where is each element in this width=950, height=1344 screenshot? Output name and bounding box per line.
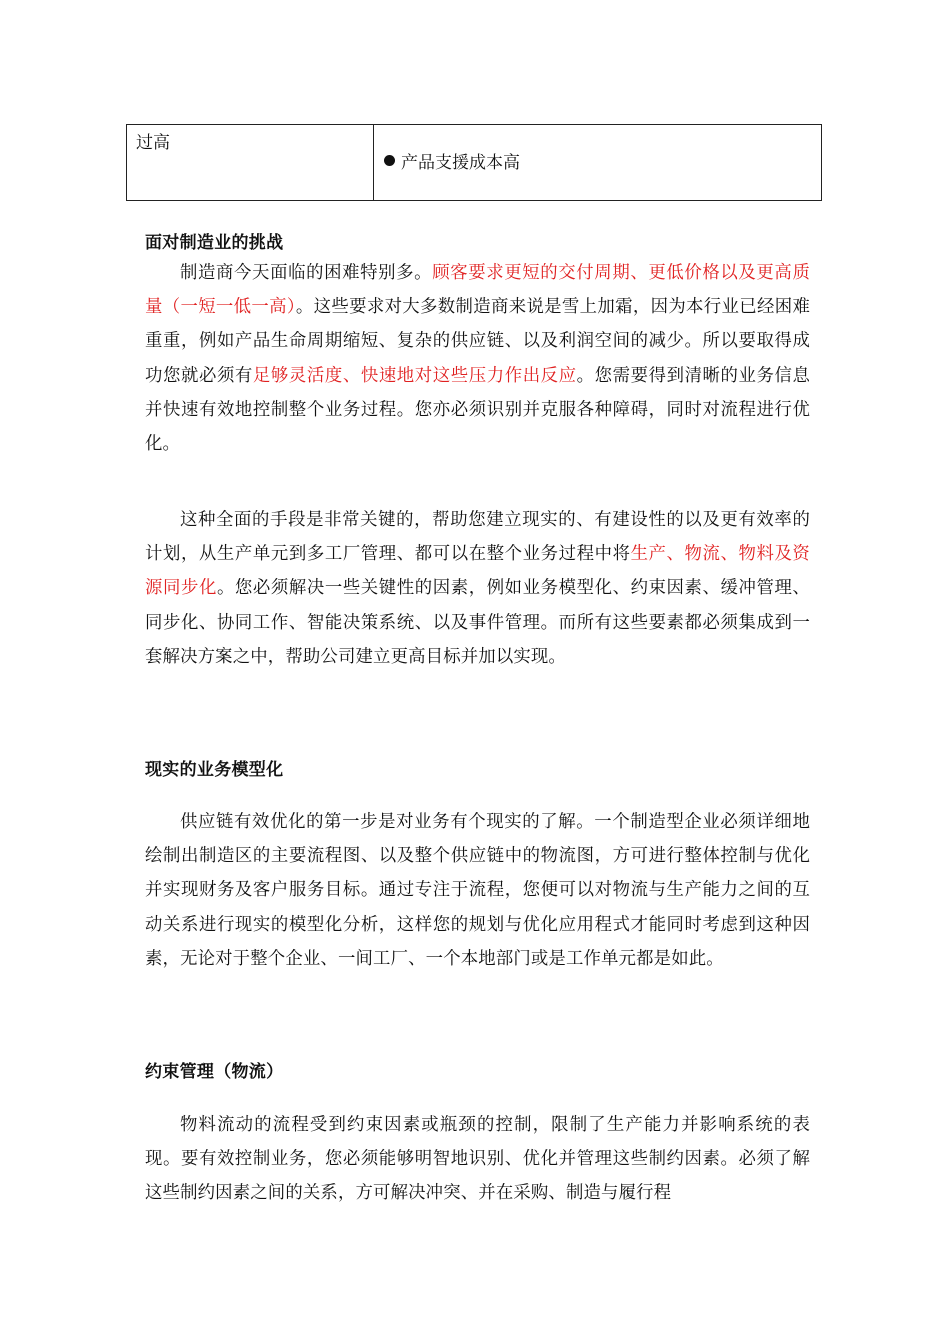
text-run: 。您必须解决一些关键性的因素，例如业务模型化、约束因素、缓冲管理、同步化、协同工作、智能决策系统、以及事件管理。而所有这些要素都必须集成到一套解决方案之中，帮助公司建立更高目标并加以实现。 — [145, 578, 810, 667]
bullet-text: 产品支援成本高 — [401, 153, 520, 173]
paragraph-challenges-1 — [145, 256, 810, 461]
continuation-table — [126, 124, 822, 201]
highlight-text: 顾客要求更短的交付周期、更低价格以及更高质量（一短一低一高） — [145, 263, 810, 318]
text-run: 。这些要求对大多数制造商来说是雪上加霜，因为本行业已经困难重重，例如产品生命周期缩短、复杂的供应链、以及利润空间的减少。所以要取得成功您就必须有 — [145, 297, 810, 386]
section-heading-modeling: 现实的业务模型化 — [145, 760, 284, 780]
highlight-text: 足够灵活度、快速地对这些压力作出反应 — [252, 365, 577, 386]
text-run: 这种全面的手段是非常关键的，帮助您建立现实的、有建设性的以及更有效率的计划，从生产单元到多工厂管理、都可以在整个业务过程中将 — [145, 510, 810, 565]
paragraph-constraints: 物料流动的流程受到约束因素或瓶颈的控制，限制了生产能力并影响系统的表现。要有效控制业务，您必须能够明智地识别、优化并管理这些制约因素。必须了解这些制约因素之间的关系，方可解决冲突、并在采购、制造与履行程 — [145, 1115, 810, 1204]
table-right-cell — [374, 125, 821, 200]
text-run: 。您需要得到清晰的业务信息并快速有效地控制整个业务过程。您亦必须识别并克服各种障碍，同时对流程进行优化。 — [145, 365, 811, 455]
table-left-cell — [127, 125, 374, 200]
bullet-dot-icon — [384, 155, 395, 166]
section-heading-challenges: 面对制造业的挑战 — [145, 233, 284, 253]
paragraph-modeling: 供应链有效优化的第一步是对业务有个现实的了解。一个制造型企业必须详细地绘制出制造区的主要流程图、以及整个供应链中的物流图，方可进行整体控制与优化并实现财务及客户服务目标。通过专注于流程，您便可以对物流与生产能力之间的互动关系进行现实的模型化分析，这样您的规划与优化应用程式才能同时考虑到这种因素，无论对于整个企业、一间工厂、一个本地部门或是工作单元都是如此。 — [145, 812, 810, 969]
paragraph-challenges-2 — [145, 503, 810, 674]
text-run: 制造商今天面临的困难特别多。 — [180, 263, 433, 283]
bullet-item — [384, 148, 520, 173]
highlight-text: 生产、物流、物料及资源同步化 — [145, 544, 810, 599]
table-left-text: 过高 — [136, 133, 170, 153]
section-heading-constraints: 约束管理（物流） — [145, 1062, 284, 1082]
